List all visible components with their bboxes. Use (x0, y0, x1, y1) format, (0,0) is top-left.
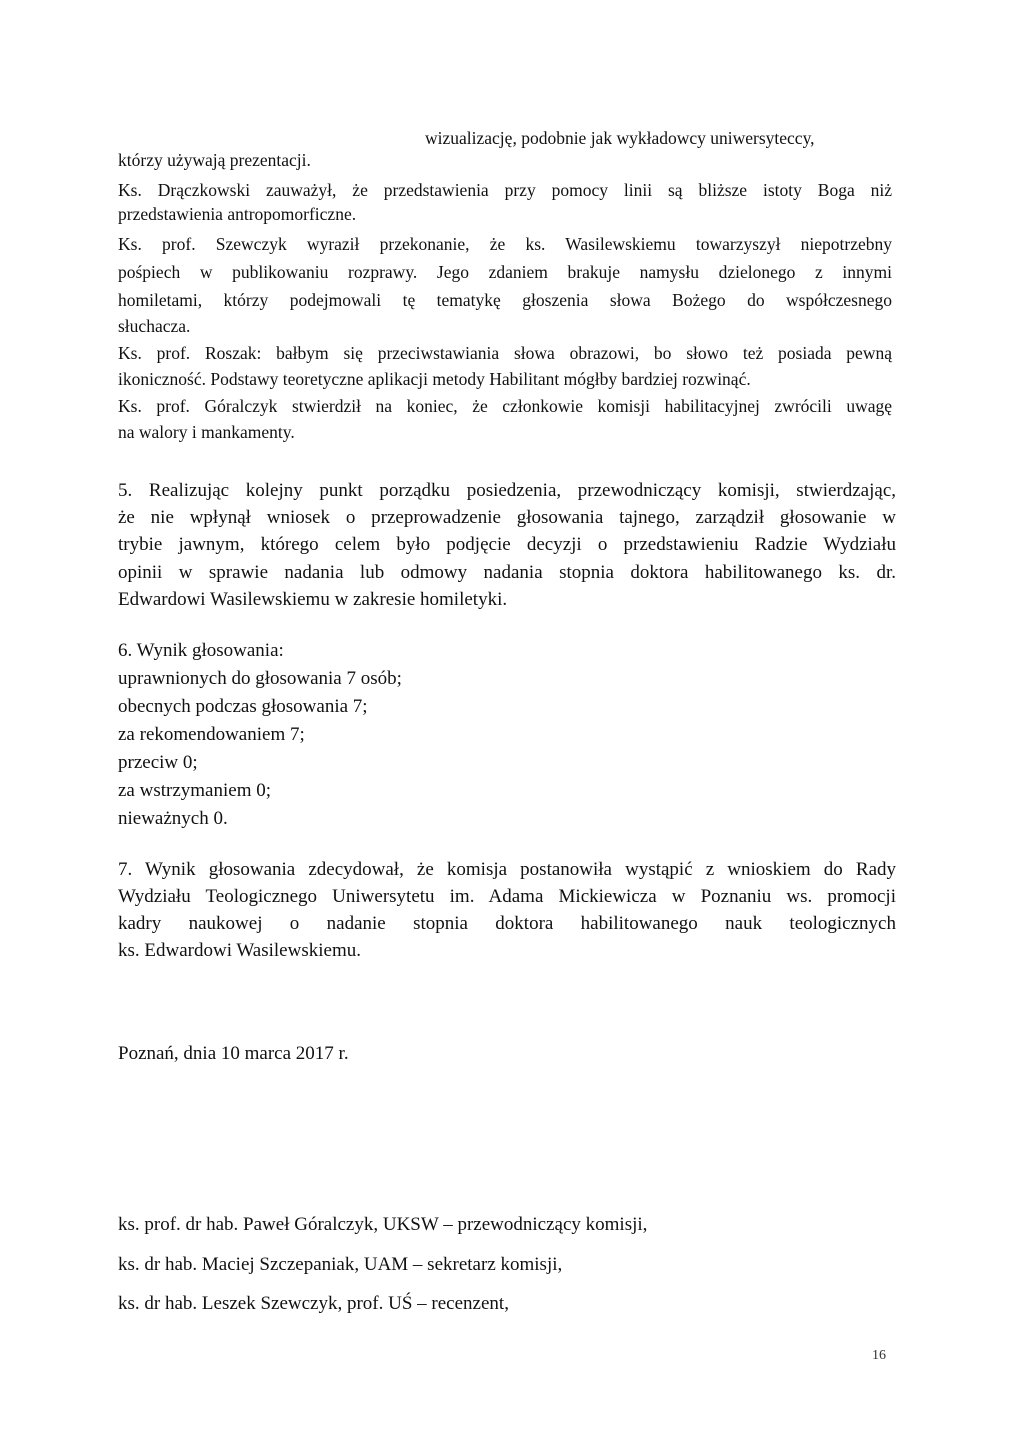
vote-item: uprawnionych do głosowania 7 osób; (118, 668, 402, 689)
section5-line-2: że nie wpłynął wniosek o przeprowadzenie głosowania tajnego, zarządził głosowanie w (118, 507, 896, 528)
section7-line-1: 7. Wynik głosowania zdecydował, że komisja postanowiła wystąpić z wnioskiem do Rady (118, 859, 896, 880)
page-number: 16 (872, 1348, 886, 1363)
section5-line-5: Edwardowi Wasilewskiemu w zakresie homiletyki. (118, 589, 508, 610)
place-date: Poznań, dnia 10 marca 2017 r. (118, 1043, 349, 1064)
signature-line-secretary: ks. dr hab. Maciej Szczepaniak, UAM – sekretarz komisji, (118, 1254, 563, 1275)
vote-item: nieważnych 0. (118, 808, 228, 829)
section5-line-4: opinii w sprawie nadania lub odmowy nadania stopnia doktora habilitowanego ks. dr. (118, 562, 896, 583)
signature-line-chair: ks. prof. dr hab. Paweł Góralczyk, UKSW – przewodniczący komisji, (118, 1214, 648, 1235)
section7-line-4: ks. Edwardowi Wasilewskiemu. (118, 940, 361, 961)
discussion-line-1: wizualizację, podobnie jak wykładowcy uniwersyteccy, (425, 128, 815, 148)
section6-heading: 6. Wynik głosowania: (118, 640, 284, 661)
section5-line-1: 5. Realizując kolejny punkt porządku posiedzenia, przewodniczący komisji, stwierdzając, (118, 480, 896, 501)
discussion-line-2: którzy używają prezentacji. (118, 150, 311, 170)
section7-line-3: kadry naukowej o nadanie stopnia doktora habilitowanego nauk teologicznych (118, 913, 896, 934)
vote-item: za wstrzymaniem 0; (118, 780, 272, 801)
signature-line-reviewer: ks. dr hab. Leszek Szewczyk, prof. UŚ – recenzent, (118, 1293, 509, 1314)
discussion-line-9: Ks. prof. Roszak: bałbym się przeciwstawiania słowa obrazowi, bo słowo też posiada pewną (118, 343, 892, 363)
discussion-line-7: homiletami, którzy podejmowali tę tematykę głoszenia słowa Bożego do współczesnego (118, 290, 892, 310)
discussion-line-4: przedstawienia antropomorficzne. (118, 204, 357, 224)
discussion-line-5: Ks. prof. Szewczyk wyraził przekonanie, że ks. Wasilewskiemu towarzyszył niepotrzebny (118, 234, 892, 254)
discussion-line-10: ikoniczność. Podstawy teoretyczne aplikacji metody Habilitant mógłby bardziej rozwinąć. (118, 369, 751, 389)
vote-item: obecnych podczas głosowania 7; (118, 696, 368, 717)
section5-line-3: trybie jawnym, którego celem było podjęcie decyzji o przedstawieniu Radzie Wydziału (118, 534, 896, 555)
discussion-line-6: pośpiech w publikowaniu rozprawy. Jego zdaniem brakuje namysłu dzielonego z innymi (118, 262, 892, 282)
discussion-line-3: Ks. Drączkowski zauważył, że przedstawienia przy pomocy linii są bliższe istoty Boga niż (118, 180, 892, 200)
discussion-line-12: na walory i mankamenty. (118, 422, 295, 442)
vote-item: przeciw 0; (118, 752, 198, 773)
section7-line-2: Wydziału Teologicznego Uniwersytetu im. Adama Mickiewicza w Poznaniu ws. promocji (118, 886, 896, 907)
discussion-line-8: słuchacza. (118, 316, 191, 336)
vote-item: za rekomendowaniem 7; (118, 724, 305, 745)
discussion-line-11: Ks. prof. Góralczyk stwierdził na koniec, że członkowie komisji habilitacyjnej zwrócili uwagę (118, 396, 892, 416)
